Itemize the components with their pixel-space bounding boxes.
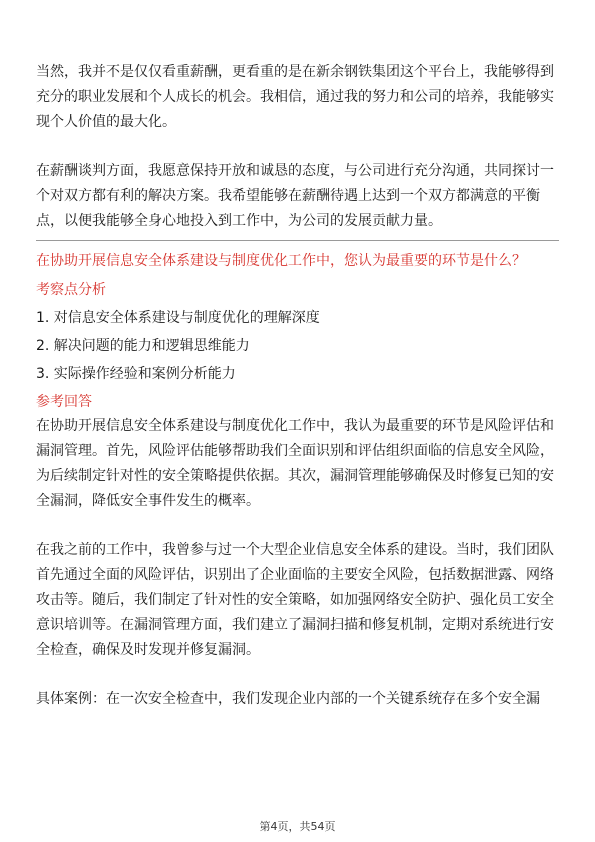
analysis-item-1: 1. 对信息安全体系建设与制度优化的理解深度 [36,310,320,326]
answer-paragraph-1: 在协助开展信息安全体系建设与制度优化工作中，我认为最重要的环节是风险评估和漏洞管理。首先，风险评估能够帮助我们全面识别和评估组织面临的信息安全风险，为后续制定针对性的安全策略提供依据。其次，漏洞管理能够确保及时修复已知的安全漏洞，降低安全事件发生的概率。 [36,418,554,509]
section-divider [36,240,559,241]
paragraph-gap [36,514,559,538]
document-page [36,60,559,712]
intro-paragraph-1: 当然，我并不是仅仅看重薪酬，更看重的是在新余钢铁集团这个平台上，我能够得到充分的职业发展和个人成长的机会。我相信，通过我的努力和公司的培养，我能够实现个人价值的最大化。 [36,64,554,130]
paragraph-gap [36,663,559,687]
analysis-item-2: 2. 解决问题的能力和逻辑思维能力 [36,338,250,354]
interview-question: 在协助开展信息安全体系建设与制度优化工作中，您认为最重要的环节是什么？ [36,253,526,269]
answer-title: 参考回答 [36,394,92,410]
analysis-item-3: 3. 实际操作经验和案例分析能力 [36,366,236,382]
answer-paragraph-2: 在我之前的工作中，我曾参与过一个大型企业信息安全体系的建设。当时，我们团队首先通过全面的风险评估，识别出了企业面临的主要安全风险，包括数据泄露、网络攻击等。随后，我们制定了针对性的安全策略，如加强网络安全防护、强化员工安全意识培训等。在漏洞管理方面，我们建立了漏洞扫描和修复机制，定期对系统进行安全检查，确保及时发现并修复漏洞。 [36,542,554,658]
intro-paragraph-2: 在薪酬谈判方面，我愿意保持开放和诚恳的态度，与公司进行充分沟通，共同探讨一个对双方都有利的解决方案。我希望能够在薪酬待遇上达到一个双方都满意的平衡点，以便我能够全身心地投入到工作中，为公司的发展贡献力量。 [36,163,554,229]
analysis-title: 考察点分析 [36,282,106,298]
paragraph-gap [36,135,559,159]
page-number-footer: 第4页，共54页 [259,820,336,833]
answer-paragraph-3: 具体案例：在一次安全检查中，我们发现企业内部的一个关键系统存在多个安全漏 [36,691,540,707]
